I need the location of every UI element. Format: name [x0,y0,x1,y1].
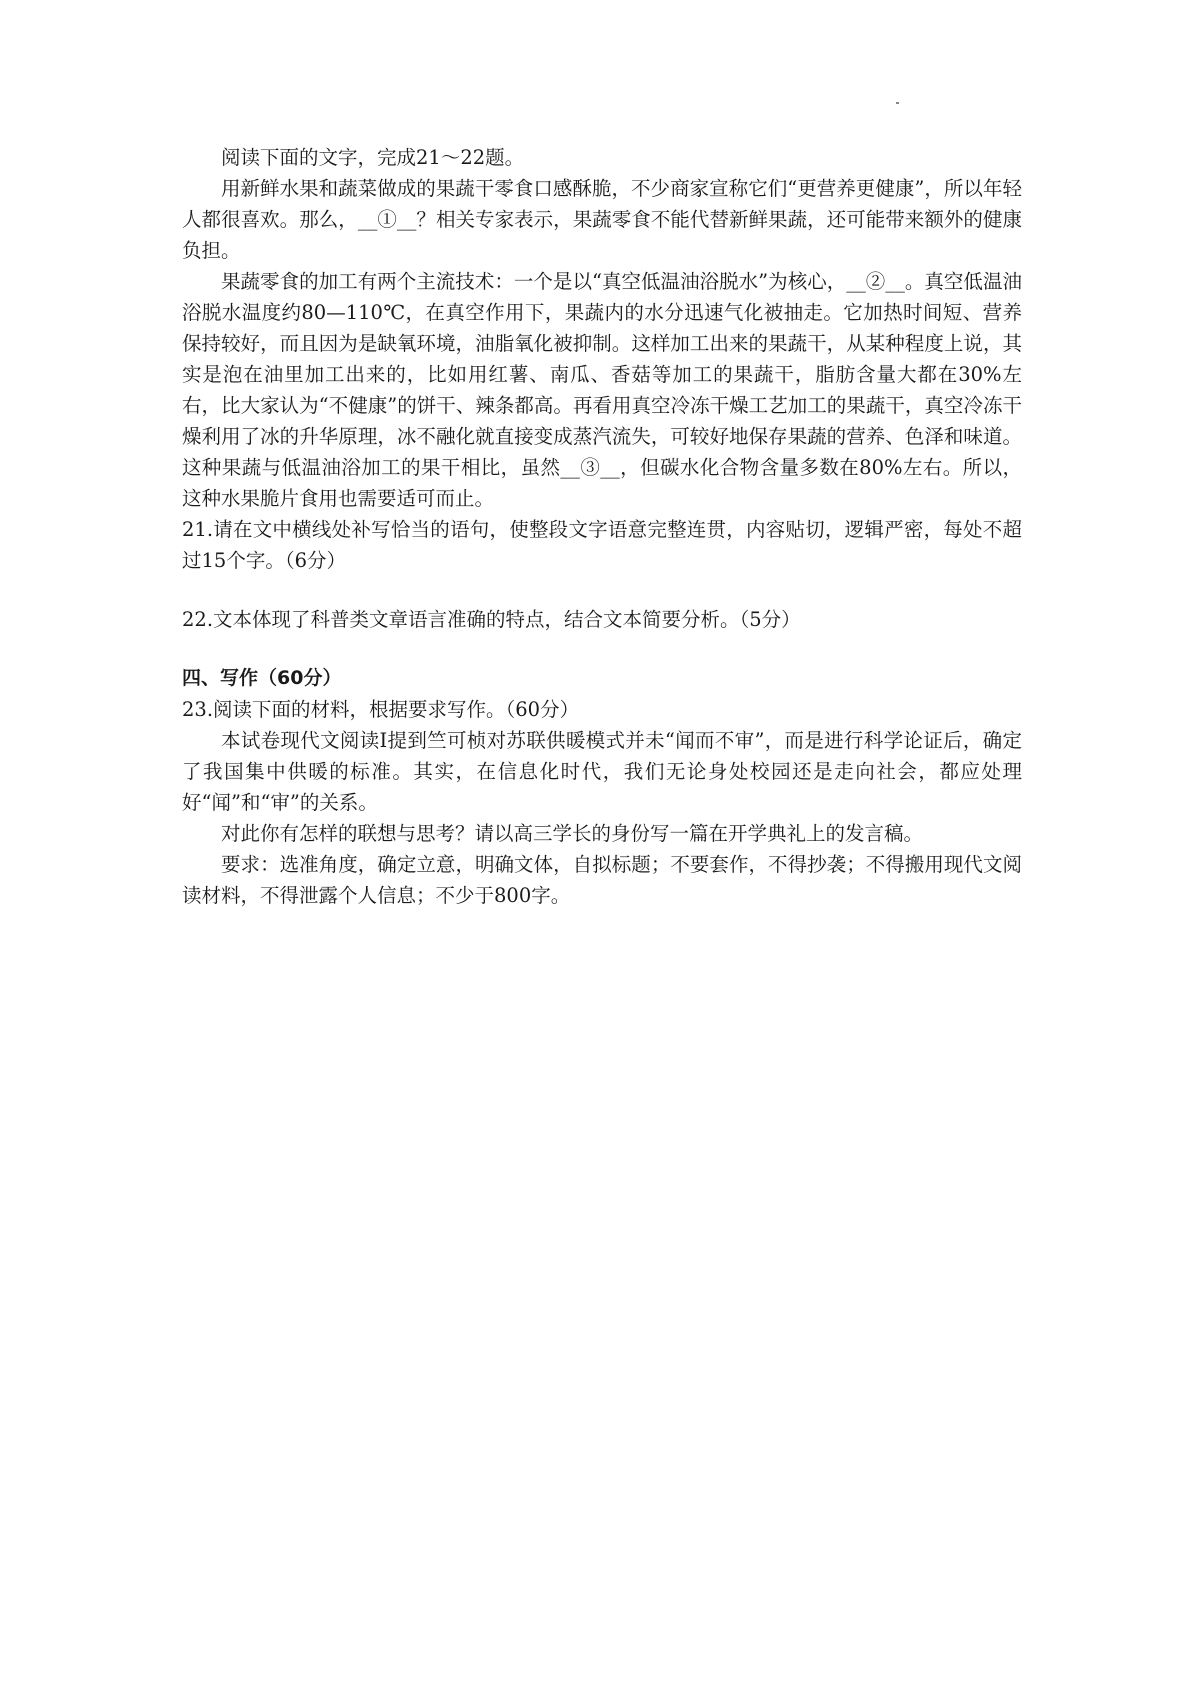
page-content [182,142,1022,911]
answer-space-22 [182,635,1022,663]
question-21: 21.请在文中横线处补写恰当的语句，使整段文字语意完整连贯，内容贴切，逻辑严密，每处不超过15个字。（6分） [182,518,1022,572]
passage-paragraph-1: 用新鲜水果和蔬菜做成的果蔬干零食口感酥脆，不少商家宣称它们“更营养更健康”，所以年轻人都很喜欢。那么，__①__？相关专家表示，果蔬零食不能代替新鲜果蔬，还可能带来额外的健康负担。 [182,177,1022,262]
writing-material: 本试卷现代文阅读Ⅰ提到竺可桢对苏联供暖模式并未“闻而不审”，而是进行科学论证后，确定了我国集中供暖的标准。其实，在信息化时代，我们无论身处校园还是走向社会，都应处理好“闻”和“审”的关系。 [182,729,1022,814]
question-23: 23.阅读下面的材料，根据要求写作。（60分） [182,698,580,721]
writing-prompt: 对此你有怎样的联想与思考？请以高三学长的身份写一篇在开学典礼上的发言稿。 [221,822,924,845]
question-22: 22.文本体现了科普类文章语言准确的特点，结合文本简要分析。（5分） [182,608,801,631]
section-heading-writing: 四、写作（60分） [182,667,342,689]
writing-requirements: 要求：选准角度，确定立意，明确文体，自拟标题；不要套作，不得抄袭；不得搬用现代文阅读材料，不得泄露个人信息；不少于800字。 [182,853,1022,907]
scan-speck [896,102,899,104]
passage-intro: 阅读下面的文字，完成21～22题。 [221,146,525,169]
answer-space-21 [182,576,1022,604]
passage-paragraph-2: 果蔬零食的加工有两个主流技术：一个是以“真空低温油浴脱水”为核心，__②__。真空低温油浴脱水温度约80—110℃，在真空作用下，果蔬内的水分迅速气化被抽走。它加热时间短、营养保持较好，而且因为是缺氧环境，油脂氧化被抑制。这样加工出来的果蔬干，从某种程度上说，其实是泡在油里加工出来的，比如用红薯、南瓜、香菇等加工的果蔬干，脂肪含量大都在30%左右，比大家认为“不健康”的饼干、辣条都高。再看用真空冷冻干燥工艺加工的果蔬干，真空冷冻干燥利用了冰的升华原理，冰不融化就直接变成蒸汽流失，可较好地保存果蔬的营养、色泽和味道。这种果蔬与低温油浴加工的果干相比，虽然__③__，但碳水化合物含量多数在80%左右。所以，这种水果脆片食用也需要适可而止。 [182,270,1022,510]
